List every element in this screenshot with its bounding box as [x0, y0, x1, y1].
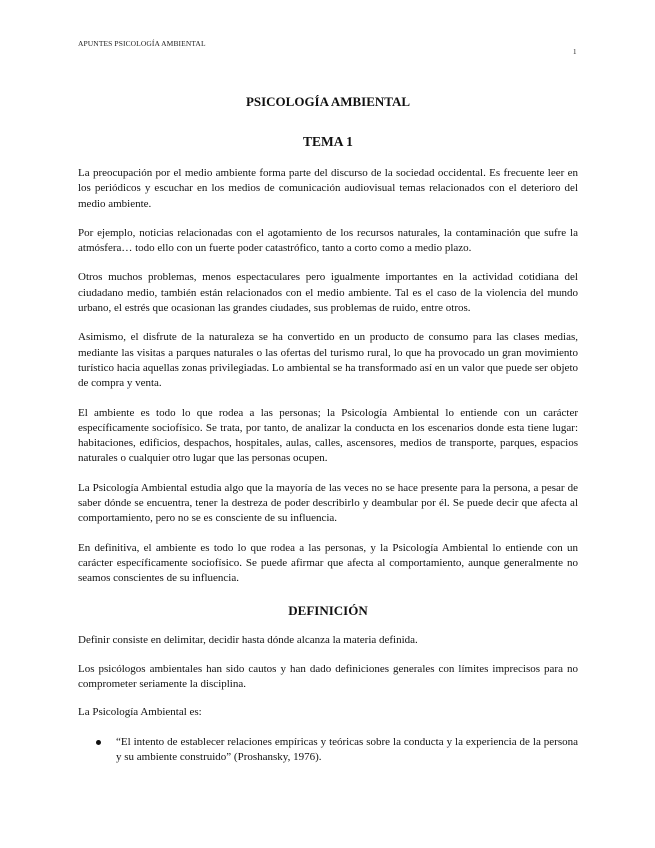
paragraph: El ambiente es todo lo que rodea a las personas; la Psicología Ambiental lo entiende con un carácter específicamente sociofísico. Se trata, por tanto, de analizar la conducta en los escenarios donde esta tiene lugar: habitaciones, edificios, despachos, hospitales, aulas, calles, ascensores, medios de transporte, parques, espacios naturales o cualquier otro lugar que las personas ocupen.	[78, 406, 578, 465]
paragraph: Los psicólogos ambientales han sido cautos y han dado definiciones generales con límites imprecisos para no comprometer seriamente la disciplina.	[78, 662, 578, 691]
bullet-text: “El intento de establecer relaciones empíricas y teóricas sobre la conducta y la experiencia de la persona y su ambiente construido” (Proshansky, 1976).	[116, 735, 578, 764]
paragraph: La Psicología Ambiental es:	[78, 706, 202, 719]
section-heading: DEFINICIÓN	[288, 602, 368, 618]
bullet-list	[78, 735, 578, 766]
document-body	[78, 94, 578, 765]
paragraph: Definir consiste en delimitar, decidir hasta dónde alcanza la materia definida.	[78, 633, 418, 646]
document-title: PSICOLOGÍA AMBIENTAL	[245, 94, 411, 109]
paragraph: Otros muchos problemas, menos espectaculares pero igualmente importantes en la actividad cotidiana del ciudadano medio, también están relacionados con el medio ambiente. Tal es el caso de la violencia del mundo urbano, el estrés que ocasionan las grandes ciudades, sus problemas de ruido, entre otros.	[78, 271, 578, 315]
running-header: APUNTES PSICOLOGÍA AMBIENTAL	[78, 39, 206, 48]
list-item	[78, 735, 578, 766]
paragraph: La Psicología Ambiental estudia algo que la mayoría de las veces no se hace presente para la persona, a pesar de saber dónde se encuentra, tener la destreza de poder describirlo y deambular por él. Se puede decir que afecta al comportamiento, pero no se es consciente de su influencia.	[78, 481, 578, 525]
page-number: 1	[573, 48, 577, 56]
paragraph: Asimismo, el disfrute de la naturaleza se ha convertido en un producto de consumo para las clases medias, mediante las visitas a parques naturales o las ofertas del turismo rural, lo que ha provocado un gran movimiento turístico hacia aquellas zonas privilegiadas. Lo ambiental se ha transformado así en un valor que puede ser objeto de compra y venta.	[78, 331, 578, 390]
paragraph: En definitiva, el ambiente es todo lo que rodea a las personas, y la Psicología Ambiental lo entiende con un carácter específicamente sociofísico. Se puede afirmar que afecta al comportamiento, aunque generalmente no seamos conscientes de su influencia.	[78, 541, 578, 585]
paragraph: La preocupación por el medio ambiente forma parte del discurso de la sociedad occidental. Es frecuente leer en los periódicos y escuchar en los medios de comunicación audiovisual temas relacionados con el deterioro del medio ambiente.	[78, 167, 578, 210]
document-subtitle: TEMA 1	[303, 134, 353, 149]
paragraph: Por ejemplo, noticias relacionadas con el agotamiento de los recursos naturales, la contaminación que sufre la atmósfera… todo ello con un fuerte poder catastrófico, tanto a corto como a medio plazo.	[78, 226, 578, 255]
bullet-icon	[96, 740, 101, 745]
